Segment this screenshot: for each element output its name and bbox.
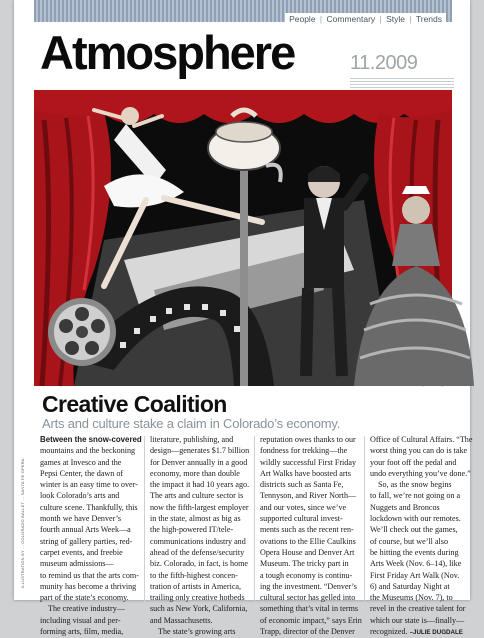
line-text: So, as the snow begins (378, 480, 452, 490)
line-text: Art Walks have boosted arts (260, 468, 351, 478)
line-text: Arts Week (Nov. 6–14), like (370, 559, 462, 569)
line-text: month we have Denver’s (40, 514, 121, 524)
line-text: in the state, almost as big as (150, 514, 241, 524)
body-text-line (150, 445, 248, 456)
line-text: to fall, we’re not going on a (370, 491, 461, 501)
body-text-line (260, 603, 358, 614)
body-text-line (260, 581, 358, 592)
lead-in-text: Between the snow-covered (40, 435, 142, 444)
line-text: look Colorado’s arts and (40, 491, 120, 501)
body-text-line (150, 490, 248, 501)
body-text-line (370, 468, 471, 479)
article-column-2 (150, 434, 248, 637)
line-text: fondness for trekking—the (260, 446, 348, 456)
body-text-line (260, 558, 358, 569)
line-text: museum admissions— (40, 559, 114, 569)
line-text: part of the state’s economy. (40, 593, 129, 603)
line-text: recognized. (370, 627, 408, 637)
body-text-line (260, 592, 358, 603)
line-text: Tennyson, and River North— (260, 491, 357, 501)
body-text-line (150, 558, 248, 569)
line-text: wildly successful First Friday (260, 457, 356, 467)
line-text: trailing only creative hotbeds (150, 593, 245, 603)
body-text-line (40, 434, 142, 445)
line-text: the Museums (Nov. 7), to (370, 593, 453, 603)
line-text: string of gallery parties, red- (40, 536, 133, 546)
nav-item-style[interactable]: Style (386, 14, 406, 24)
body-text-line (370, 513, 468, 524)
body-text-line (370, 615, 468, 626)
body-text-line (40, 479, 138, 490)
body-text-line (40, 570, 138, 581)
body-text-line (370, 502, 468, 513)
body-text-line (40, 547, 138, 558)
line-text: Trapp, director of the Denver (260, 627, 355, 637)
line-text: Opera House and Denver Art (260, 547, 355, 557)
body-text-line (370, 558, 468, 569)
body-text-line (40, 468, 138, 479)
line-text: supported cultural invest- (260, 514, 343, 524)
body-text-line (150, 457, 248, 468)
line-text: Pepsi Center, the dawn of (40, 468, 124, 478)
line-text: games at Invesco and the (40, 457, 122, 467)
article-column-4 (370, 434, 473, 638)
column-divider (144, 436, 145, 604)
body-text-line (40, 615, 138, 626)
line-text: the impact it had 10 years ago. (150, 480, 250, 490)
line-text: tration of artists in America, (150, 581, 242, 591)
body-text-line (150, 468, 248, 479)
line-text: The arts and culture sector is (150, 491, 244, 501)
stage-collage-illustration (34, 90, 452, 386)
line-text: revel in the creative talent for (370, 604, 466, 614)
line-text: lockdown with our remotes. (370, 514, 461, 524)
body-text-line (260, 615, 362, 626)
line-text: ments such as the recent ren- (260, 525, 354, 535)
body-text-line (150, 479, 248, 490)
body-text-line (370, 434, 473, 445)
body-text-line (260, 468, 358, 479)
photo-credit: ILLUSTRATION BY ... COLORADO BALLET ... SANTA FE OPERA (20, 458, 25, 588)
line-text: The state’s growing arts (158, 627, 236, 637)
body-text-line (40, 592, 138, 603)
column-divider (364, 436, 365, 604)
body-text-line (260, 513, 358, 524)
line-text: Museum. The tricky part in (260, 559, 349, 569)
hero-illustration (34, 90, 452, 386)
body-text-line (260, 457, 358, 468)
author-signature: –JULIE DUGDALE (409, 629, 463, 637)
body-text-line (150, 536, 248, 547)
line-text: a tough economy is continu- (260, 570, 353, 580)
line-text: the high-powered IT/tele- (150, 525, 234, 535)
line-text: worst thing you can do is take (370, 446, 468, 456)
body-text-line (370, 547, 468, 558)
body-text-line (370, 490, 468, 501)
line-text: be hitting the events during (370, 547, 459, 557)
body-text-line (150, 502, 248, 513)
body-text-line (370, 592, 468, 603)
nav-item-people[interactable]: People (289, 14, 316, 24)
line-text: which our state is—finally— (370, 615, 465, 625)
line-text: now the fifth-largest employer (150, 502, 249, 512)
line-text: mountains and the beckoning (40, 446, 136, 456)
body-text-line (370, 445, 468, 456)
nav-separator: | (409, 14, 412, 24)
line-text: and Massachusetts. (150, 615, 213, 625)
section-title: Atmosphere (40, 26, 295, 79)
line-text: something that’s vital in terms (260, 604, 359, 614)
body-text-line (370, 536, 468, 547)
body-text-line (260, 479, 358, 490)
body-text-line (40, 626, 138, 637)
body-text-line (150, 603, 248, 614)
line-text: of economic impact,” says Erin (260, 615, 362, 625)
body-text-line (40, 502, 138, 513)
body-text-line (370, 524, 468, 535)
section-nav (285, 13, 446, 25)
line-text: culture scene. Thankfully, this (40, 502, 138, 512)
masthead-rule-lines (350, 78, 454, 88)
line-text: literature, publishing, and (150, 435, 234, 444)
nav-separator: | (379, 14, 382, 24)
body-text-line (150, 513, 248, 524)
line-text: 6) and Saturday Night at (370, 581, 450, 591)
body-text-line (40, 524, 138, 535)
body-text-line (370, 570, 468, 581)
body-text-line (370, 626, 468, 638)
line-text: carpet events, and freebie (40, 547, 123, 557)
line-text: biz. Colorado, in fact, is home (150, 559, 249, 569)
body-text-line (40, 558, 138, 569)
body-text-line (40, 457, 138, 468)
body-text-line (150, 570, 248, 581)
line-text: ing the investment. “Denver’s (260, 581, 357, 591)
nav-separator: | (319, 14, 323, 24)
line-text: undo everything you’ve done.” (370, 468, 471, 478)
line-text: to remind us that the arts com- (40, 570, 139, 580)
line-text: design—generates $1.7 billion (150, 446, 250, 456)
body-text-line (40, 603, 138, 614)
nav-item-commentary[interactable]: Commentary (326, 14, 376, 24)
body-text-line (370, 603, 468, 614)
body-text-line (260, 536, 358, 547)
article-headline: Creative Coalition (42, 391, 227, 417)
line-text: We’ll check out the games, (370, 525, 458, 535)
body-text-line (150, 434, 248, 445)
body-text-line (370, 457, 468, 468)
line-text: ovations to the Ellie Caulkins (260, 536, 356, 546)
body-text-line (40, 445, 138, 456)
body-text-line (260, 502, 358, 513)
line-text: forming arts, film, media, (40, 627, 124, 637)
body-text-line (260, 524, 358, 535)
body-text-line (40, 536, 138, 547)
line-text: fourth annual Arts Week—a (40, 525, 131, 535)
line-text: reputation owes thanks to our (260, 435, 356, 444)
body-text-line (150, 524, 248, 535)
line-text: for Denver annually in a good (150, 457, 248, 467)
body-text-line (150, 547, 248, 558)
line-text: winter is an easy time to over- (40, 480, 138, 490)
body-text-line (150, 615, 248, 626)
body-text-line (40, 490, 138, 501)
body-text-line (260, 434, 358, 445)
body-text-line (260, 490, 358, 501)
issue-date: 11.2009 (350, 52, 418, 74)
line-text: munity has become a thriving (40, 581, 137, 591)
line-text: communications industry and (150, 536, 246, 546)
line-text: First Friday Art Walk (Nov. (370, 570, 460, 580)
body-text-line (370, 581, 468, 592)
line-text: The creative industry— (48, 604, 125, 614)
body-text-line (40, 513, 138, 524)
line-text: cultural sector has gelled into (260, 593, 356, 603)
body-text-line (260, 547, 358, 558)
line-text: Nuggets and Broncos (370, 502, 440, 512)
article-dek: Arts and culture stake a claim in Colorado’s economy. (42, 416, 341, 431)
line-text: including visual and per- (40, 615, 121, 625)
line-text: districts such as Santa Fe, (260, 480, 344, 490)
line-text: of course, but we’ll also (370, 536, 448, 546)
column-divider (254, 436, 255, 604)
body-text-line (150, 626, 248, 637)
body-text-line (260, 445, 358, 456)
article-column-1 (40, 434, 142, 637)
line-text: ahead of the defense/security (150, 547, 245, 557)
line-text: to the fifth-highest concen- (150, 570, 238, 580)
body-text-line (150, 592, 248, 603)
nav-item-trends[interactable]: Trends (415, 14, 442, 24)
line-text: economy, more than double (150, 468, 240, 478)
body-text-line (260, 570, 358, 581)
body-text-line (370, 479, 468, 490)
line-text: your foot off the pedal and (370, 457, 457, 467)
line-text: and our votes, since we’ve (260, 502, 347, 512)
magazine-page (14, 0, 473, 637)
line-text: Office of Cultural Affairs. “The (370, 435, 473, 444)
body-text-line (260, 626, 358, 637)
article-body (40, 434, 473, 637)
article-column-3 (260, 434, 362, 637)
body-text-line (40, 581, 138, 592)
line-text: such as New York, California, (150, 604, 248, 614)
body-text-line (150, 581, 248, 592)
